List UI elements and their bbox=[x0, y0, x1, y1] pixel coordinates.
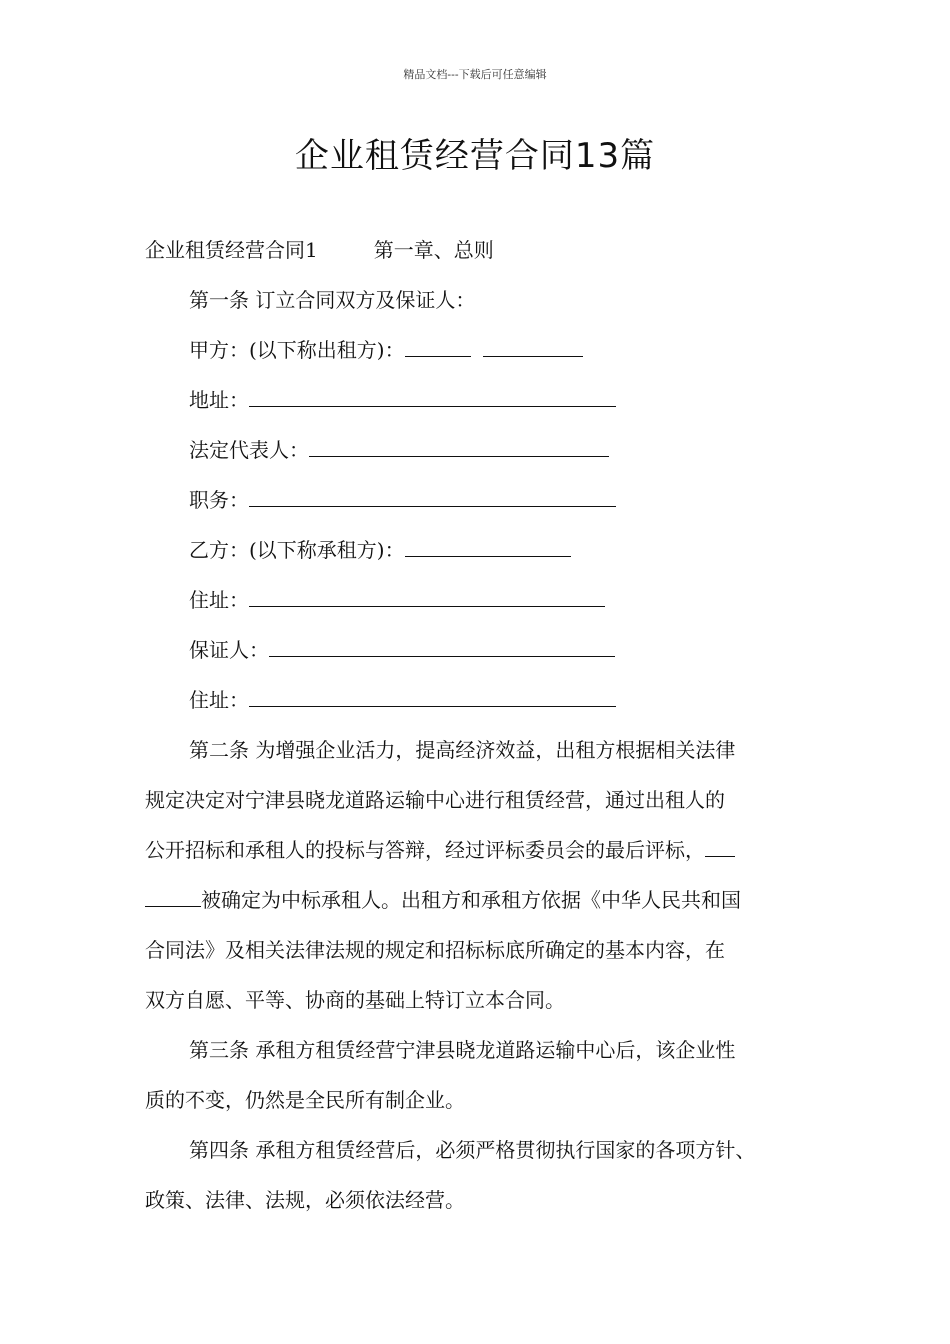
field-party-b bbox=[189, 540, 571, 560]
document-title: 企业租赁经营合同13篇 bbox=[294, 136, 656, 176]
article-3-line-2: 质的不变，仍然是全民所有制企业。 bbox=[145, 1088, 465, 1112]
article-2-line-2: 规定决定对宁津县晓龙道路运输中心进行租赁经营，通过出租人的 bbox=[145, 788, 725, 812]
field-label: 法定代表人： bbox=[189, 438, 309, 462]
field-party-a bbox=[189, 340, 583, 360]
contract-number: 企业租赁经营合同1 bbox=[145, 238, 318, 262]
blank-line bbox=[705, 840, 735, 857]
field-label: 乙方：(以下称承租方)： bbox=[189, 538, 405, 562]
field-label: 甲方：(以下称出租方)： bbox=[189, 338, 405, 362]
article-2-line-1: 第二条 为增强企业活力，提高经济效益，出租方根据相关法律 bbox=[189, 738, 736, 762]
blank-line bbox=[145, 890, 201, 907]
chapter-title: 第一章、总则 bbox=[373, 238, 494, 262]
field-position bbox=[189, 490, 616, 510]
page-header: 精品文档---下载后可任意编辑 bbox=[403, 68, 547, 81]
field-legal-representative bbox=[189, 440, 609, 460]
blank-line bbox=[249, 590, 605, 607]
field-residence bbox=[189, 590, 605, 610]
field-guarantor-residence bbox=[189, 690, 616, 710]
contract-heading-line bbox=[145, 240, 494, 260]
article-3-line-1: 第三条 承租方租赁经营宁津县晓龙道路运输中心后，该企业性 bbox=[189, 1038, 736, 1062]
article-2-line-5: 合同法》及相关法律法规的规定和招标标底所确定的基本内容，在 bbox=[145, 938, 725, 962]
field-address bbox=[189, 390, 616, 410]
blank-line bbox=[269, 640, 615, 657]
field-label: 保证人： bbox=[189, 638, 269, 662]
article-2-line-3 bbox=[145, 840, 735, 860]
blank-line bbox=[249, 690, 616, 707]
field-label: 职务： bbox=[189, 488, 249, 512]
article-4-line-1: 第四条 承租方租赁经营后，必须严格贯彻执行国家的各项方针、 bbox=[189, 1138, 756, 1162]
text: 公开招标和承租人的投标与答辩，经过评标委员会的最后评标， bbox=[145, 838, 705, 862]
blank-line bbox=[483, 340, 583, 357]
blank-line bbox=[249, 390, 616, 407]
field-label: 住址： bbox=[189, 688, 249, 712]
text: 被确定为中标承租人。出租方和承租方依据《中华人民共和国 bbox=[201, 888, 741, 912]
article-4-line-2: 政策、法律、法规，必须依法经营。 bbox=[145, 1188, 465, 1212]
blank-line bbox=[405, 340, 471, 357]
article-2-line-4 bbox=[145, 890, 741, 910]
field-guarantor bbox=[189, 640, 615, 660]
article-2-line-6: 双方自愿、平等、协商的基础上特订立本合同。 bbox=[145, 988, 565, 1012]
article-1: 第一条 订立合同双方及保证人： bbox=[189, 288, 476, 312]
blank-line bbox=[405, 540, 571, 557]
blank-line bbox=[249, 490, 616, 507]
field-label: 地址： bbox=[189, 388, 249, 412]
field-label: 住址： bbox=[189, 588, 249, 612]
blank-line bbox=[309, 440, 609, 457]
